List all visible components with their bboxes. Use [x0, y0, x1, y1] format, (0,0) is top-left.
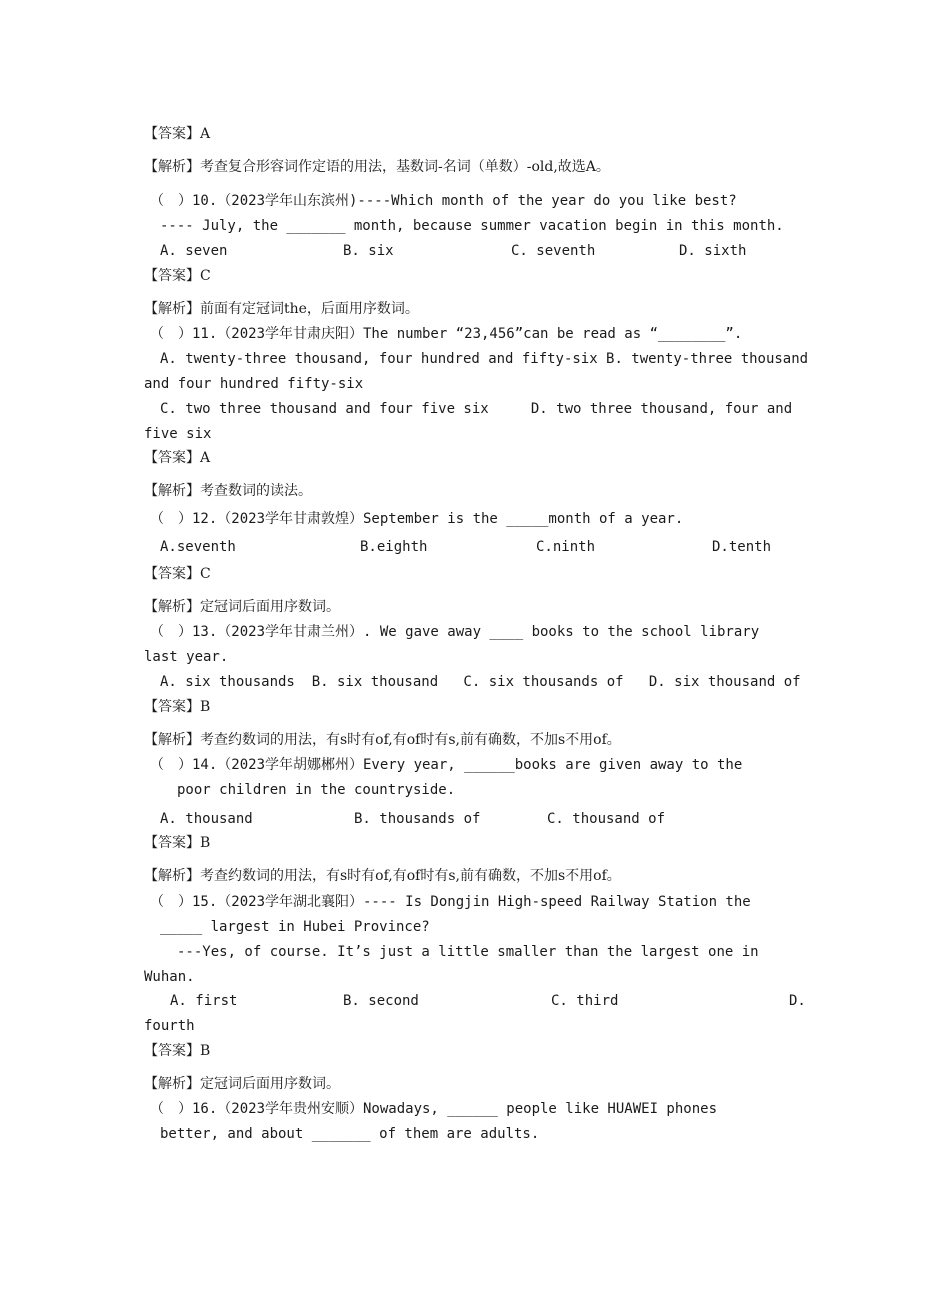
question-12-option-a: A.seventh	[160, 539, 236, 555]
question-12-stem: （ ）12.（2023学年甘肃敦煌）September is the _____month of a year.	[150, 511, 684, 527]
question-10-stem: （ ）10.（2023学年山东滨州)----Which month of the year do you like best?	[150, 193, 737, 209]
explanation-line: 【解析】前面有定冠词the，后面用序数词。	[144, 301, 419, 317]
question-11-options-line-2: and four hundred fifty-six	[144, 376, 364, 392]
question-11-options-line-3: C. two three thousand and four five six D. two three thousand, four and	[160, 401, 793, 417]
answer-line: 【答案】B	[144, 1043, 211, 1059]
question-11-stem: （ ）11.（2023学年甘肃庆阳）The number “23,456”can be read as “________”.	[150, 326, 743, 342]
question-16-stem: （ ）16.（2023学年贵州安顺）Nowadays, ______ people like HUAWEI phones	[150, 1101, 718, 1117]
question-15-text: _____ largest in Hubei Province?	[160, 919, 430, 935]
question-15-reply: ---Yes, of course. It’s just a little smaller than the largest one in	[177, 944, 759, 960]
question-11-options-line-1: A. twenty-three thousand, four hundred and fifty-six B. twenty-three thousand	[160, 351, 809, 367]
question-15-option-d: D.	[789, 993, 806, 1009]
answer-line: 【答案】B	[144, 699, 211, 715]
question-10-text: ---- July, the _______ month, because summer vacation begin in this month.	[160, 218, 784, 234]
answer-line: 【答案】C	[144, 566, 211, 582]
question-14-text: poor children in the countryside.	[177, 782, 456, 798]
question-14-option-b: B. thousands of	[354, 811, 481, 827]
question-14-option-a: A. thousand	[160, 811, 253, 827]
question-13-options: A. six thousands B. six thousand C. six thousands of D. six thousand of	[160, 674, 801, 690]
question-15-option-b: B. second	[343, 993, 419, 1009]
question-14-stem: （ ）14.（2023学年胡娜郴州）Every year, ______books are given away to the	[150, 757, 743, 773]
explanation-line: 【解析】定冠词后面用序数词。	[144, 599, 340, 615]
question-12-option-b: B.eighth	[360, 539, 428, 555]
question-15-reply-cont: Wuhan.	[144, 969, 195, 985]
explanation-line: 【解析】考查数词的读法。	[144, 483, 312, 499]
question-15-option-a: A. first	[170, 993, 238, 1009]
question-15-option-d-text: fourth	[144, 1018, 195, 1034]
question-16-text: better, and about _______ of them are adults.	[160, 1126, 540, 1142]
question-10-option-b: B. six	[343, 243, 394, 259]
explanation-line: 【解析】考查约数词的用法，有s时有of,有of时有s,前有确数，不加s不用of。	[144, 868, 621, 884]
question-10-option-d: D. sixth	[679, 243, 747, 259]
answer-line: 【答案】A	[144, 126, 211, 142]
question-15-stem: （ ）15.（2023学年湖北襄阳）---- Is Dongjin High-speed Railway Station the	[150, 894, 751, 910]
answer-line: 【答案】B	[144, 835, 211, 851]
question-13-stem: （ ）13.（2023学年甘肃兰州）. We gave away ____ books to the school library	[150, 624, 760, 640]
question-12-option-d: D.tenth	[712, 539, 772, 555]
explanation-line: 【解析】考查约数词的用法，有s时有of,有of时有s,前有确数，不加s不用of。	[144, 732, 621, 748]
explanation-line: 【解析】考查复合形容词作定语的用法，基数词-名词（单数）-old,故选A。	[144, 159, 610, 175]
question-12-option-c: C.ninth	[536, 539, 596, 555]
explanation-line: 【解析】定冠词后面用序数词。	[144, 1076, 340, 1092]
answer-line: 【答案】A	[144, 450, 211, 466]
answer-line: 【答案】C	[144, 268, 211, 284]
question-10-option-a: A. seven	[160, 243, 228, 259]
question-11-options-line-4: five six	[144, 426, 212, 442]
question-14-option-c: C. thousand of	[547, 811, 666, 827]
question-10-option-c: C. seventh	[511, 243, 596, 259]
question-13-text: last year.	[144, 649, 229, 665]
question-15-option-c: C. third	[551, 993, 619, 1009]
